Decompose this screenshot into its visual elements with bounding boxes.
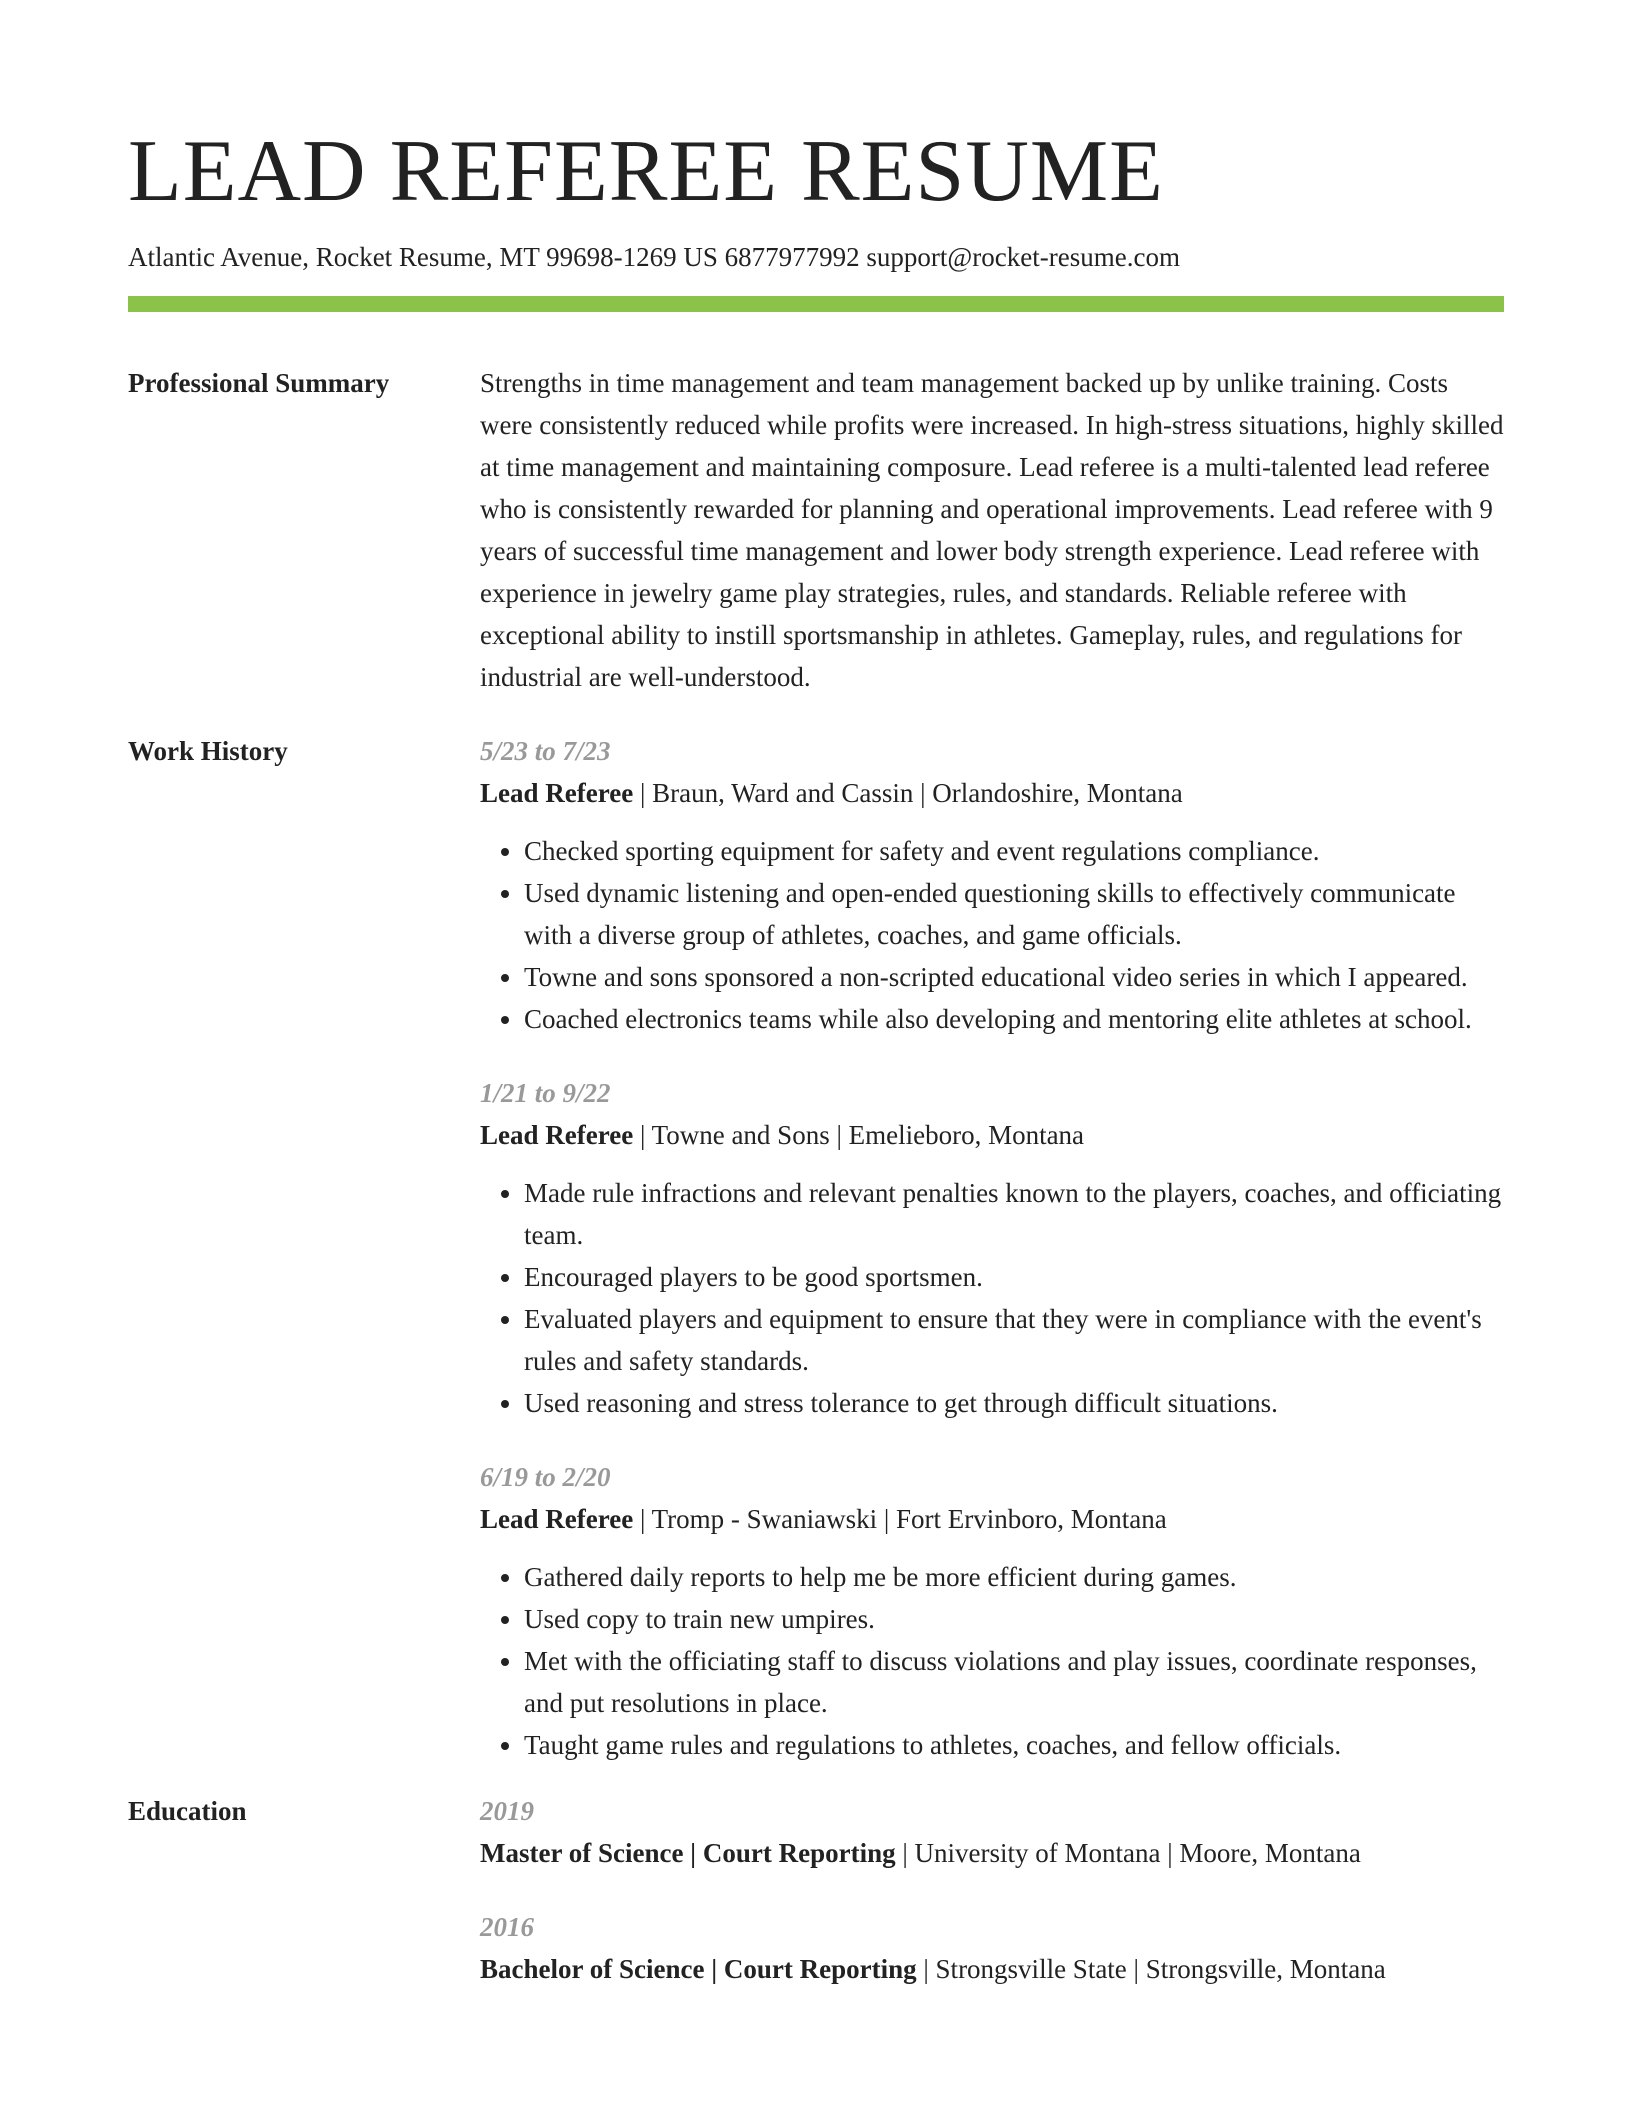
education-section xyxy=(128,1790,1504,1990)
job-details: | Towne and Sons | Emelieboro, Montana xyxy=(633,1120,1085,1150)
resume-title: LEAD REFEREE RESUME xyxy=(128,123,1164,220)
job-bullet: • Gathered daily reports to help me be more efficient during games. xyxy=(524,1556,1504,1598)
job-heading xyxy=(480,772,1504,814)
job-bullet: • Met with the officiating staff to discuss violations and play issues, coordinate responses, and put resolutions in place. xyxy=(524,1640,1504,1724)
job-bullets xyxy=(480,1556,1504,1766)
education-entry xyxy=(480,1906,1504,1990)
job-bullet: • Used reasoning and stress tolerance to get through difficult situations. xyxy=(524,1382,1504,1424)
job-details: | Braun, Ward and Cassin | Orlandoshire, Montana xyxy=(633,778,1183,808)
job-title: Lead Referee xyxy=(480,1504,634,1534)
job-entry xyxy=(480,1072,1504,1424)
job-bullet: • Made rule infractions and relevant penalties known to the players, coaches, and officiating team. xyxy=(524,1172,1504,1256)
work-history-list xyxy=(480,730,1504,1766)
education-year: 2016 xyxy=(480,1912,534,1942)
header-divider xyxy=(128,296,1504,312)
section-label-education: Education xyxy=(128,1796,247,1826)
contact-line: Atlantic Avenue, Rocket Resume, MT 99698-1269 US 6877977992 support@rocket-resume.com xyxy=(128,242,1180,272)
job-bullet: • Towne and sons sponsored a non-scripted educational video series in which I appeared. xyxy=(524,956,1504,998)
professional-summary-section xyxy=(128,362,1504,698)
job-bullets xyxy=(480,830,1504,1040)
school-details: | University of Montana | Moore, Montana xyxy=(895,1838,1361,1868)
job-title: Lead Referee xyxy=(480,778,634,808)
job-details: | Tromp - Swaniawski | Fort Ervinboro, Montana xyxy=(633,1504,1167,1534)
job-bullets xyxy=(480,1172,1504,1424)
job-heading xyxy=(480,1114,1504,1156)
school-details: | Strongsville State | Strongsville, Montana xyxy=(916,1954,1386,1984)
job-entry xyxy=(480,730,1504,1040)
job-dates: 5/23 to 7/23 xyxy=(480,736,611,766)
job-title: Lead Referee xyxy=(480,1120,634,1150)
education-list xyxy=(480,1790,1504,1990)
job-bullet: • Evaluated players and equipment to ensure that they were in compliance with the event's rules and safety standards. xyxy=(524,1298,1504,1382)
job-bullet: • Used copy to train new umpires. xyxy=(524,1598,1504,1640)
job-bullet: • Coached electronics teams while also developing and mentoring elite athletes at school. xyxy=(524,998,1504,1040)
section-label-work: Work History xyxy=(128,736,288,766)
job-bullet: • Taught game rules and regulations to athletes, coaches, and fellow officials. xyxy=(524,1724,1504,1766)
degree-name: Bachelor of Science | Court Reporting xyxy=(480,1954,917,1984)
job-dates: 1/21 to 9/22 xyxy=(480,1078,611,1108)
education-heading xyxy=(480,1832,1504,1874)
section-label-summary: Professional Summary xyxy=(128,368,390,398)
job-bullet: • Used dynamic listening and open-ended questioning skills to effectively communicate with a diverse group of athletes, coaches, and game officials. xyxy=(524,872,1504,956)
education-heading xyxy=(480,1948,1504,1990)
job-heading xyxy=(480,1498,1504,1540)
work-history-section xyxy=(128,730,1504,1766)
summary-text: Strengths in time management and team management backed up by unlike training. Costs were consistently reduced while profits were increased. In high-stress situations, highly skilled at time management and maintaining composure. Lead referee is a multi-talented lead referee who is consistently rewarded for planning and operational improvements. Lead referee with 9 years of successful time management and lower body strength experience. Lead referee with experience in jewelry game play strategies, rules, and standards. Reliable referee with exceptional ability to instill sportsmanship in athletes. Gameplay, rules, and regulations for industrial are well-understood. xyxy=(480,368,1504,692)
job-bullet: • Checked sporting equipment for safety and event regulations compliance. xyxy=(524,830,1504,872)
education-entry xyxy=(480,1790,1504,1874)
job-dates: 6/19 to 2/20 xyxy=(480,1462,611,1492)
degree-name: Master of Science | Court Reporting xyxy=(480,1838,896,1868)
job-bullet: • Encouraged players to be good sportsmen. xyxy=(524,1256,1504,1298)
education-year: 2019 xyxy=(480,1796,534,1826)
job-entry xyxy=(480,1456,1504,1766)
resume-page xyxy=(128,124,1504,1990)
